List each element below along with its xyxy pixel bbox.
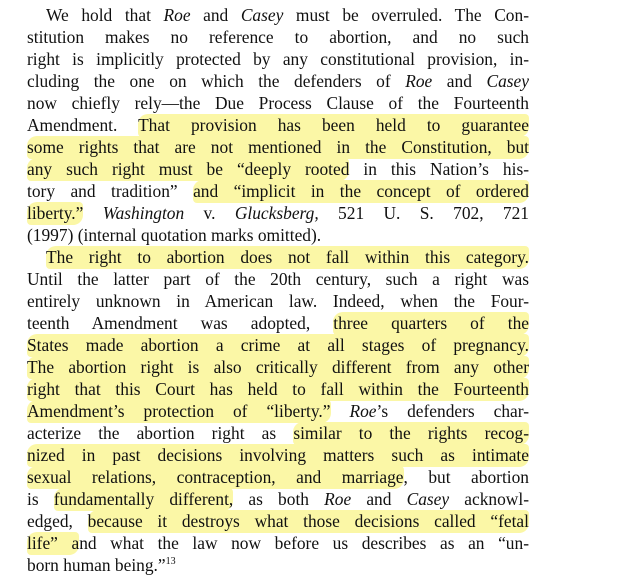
text-run: teenth Amendment was adopted, — [27, 313, 334, 333]
highlighted-text: liberty.” — [27, 203, 84, 223]
text-run: in this Nation’s his- — [349, 159, 530, 179]
text-run: entirely unknown in American law. Indeed, when the Four- — [27, 291, 529, 311]
highlighted-text: because it destroys what those decisions called “fetal — [87, 511, 529, 531]
text-run: We hold that — [46, 5, 164, 25]
text-run: v. — [184, 203, 235, 223]
text-run: must be overruled. The Con- — [283, 5, 529, 25]
text-run: (1997) (internal quotation marks omitted). — [27, 225, 322, 245]
case-name: Roe — [405, 71, 433, 91]
case-name: Casey — [406, 489, 450, 509]
text-line — [27, 356, 529, 378]
text-line — [27, 422, 529, 444]
case-name: Roe — [349, 401, 377, 421]
text-run: is — [27, 489, 54, 509]
text-run: edged, — [27, 511, 88, 531]
text-run: tory and tradition” — [27, 181, 194, 201]
case-name: Roe — [163, 5, 191, 25]
highlighted-text: That provision has been held to guarantee — [138, 115, 529, 135]
highlighted-text: Amendment’s protection of “liberty.” — [27, 401, 331, 421]
text-line — [27, 48, 529, 70]
text-line — [27, 400, 529, 422]
text-line — [27, 202, 529, 224]
text-run: acknowl- — [449, 489, 529, 509]
highlighted-text: nized in past decisions involving matters such as intimate — [27, 445, 529, 465]
text-line — [27, 466, 529, 488]
text-run: Until the latter part of the 20th century, such a right was — [27, 269, 529, 289]
text-line — [27, 26, 529, 48]
highlighted-text: and “implicit in the concept of ordered — [193, 181, 530, 201]
text-run: as both — [233, 489, 325, 509]
text-line — [27, 378, 529, 400]
text-run: acterize the abortion right as — [27, 423, 294, 443]
text-run: and — [351, 489, 407, 509]
highlighted-text: similar to the rights recog- — [293, 423, 529, 443]
case-name: Casey — [486, 71, 529, 91]
text-line — [27, 4, 529, 26]
text-run: born human being.” — [27, 555, 166, 575]
text-run: ’s defenders char- — [376, 401, 529, 421]
highlighted-text: States made abortion a crime at all stages of pregnancy. — [27, 335, 529, 355]
text-run: right is implicitly protected by any constitutional provision, in- — [27, 49, 529, 69]
highlighted-text: The right to abortion does not fall within this category. — [46, 247, 529, 267]
text-run: and — [190, 5, 241, 25]
text-run: nd what the law now before us describes as an “un- — [79, 533, 529, 553]
text-line — [27, 136, 529, 158]
text-line — [27, 70, 529, 92]
text-run: , but abortion — [403, 467, 529, 487]
text-line — [27, 334, 529, 356]
footnote-ref: 13 — [165, 556, 176, 567]
case-name: Washington — [102, 203, 185, 223]
highlighted-text: any such right must be “deeply rooted — [27, 159, 350, 179]
text-line — [27, 92, 529, 114]
highlighted-text: fundamentally different, — [53, 489, 234, 509]
text-run: stitution makes no reference to abortion, and no such — [27, 27, 529, 47]
text-run: 521 U. S. 702, 721 — [318, 203, 529, 223]
opinion-text — [27, 4, 529, 576]
text-run — [331, 401, 350, 421]
text-run: now chiefly rely—the Due Process Clause of the Fourteenth — [27, 93, 529, 113]
case-name: Roe — [324, 489, 352, 509]
text-run — [83, 203, 102, 223]
text-line — [27, 180, 529, 202]
text-line — [27, 444, 529, 466]
highlighted-text: The abortion right is also critically different from any other — [27, 357, 529, 377]
text-line — [27, 246, 529, 268]
case-name: Glucksberg, — [234, 203, 319, 223]
text-run: and — [432, 71, 487, 91]
text-line — [27, 158, 529, 180]
text-line — [27, 532, 529, 554]
text-line — [27, 224, 529, 246]
text-line — [27, 290, 529, 312]
text-line — [27, 312, 529, 334]
highlighted-text: some rights that are not mentioned in the Constitution, but — [27, 137, 529, 157]
case-name: Casey — [240, 5, 284, 25]
text-line — [27, 510, 529, 532]
text-line — [27, 268, 529, 290]
text-line — [27, 488, 529, 510]
text-line — [27, 554, 529, 576]
highlighted-text: sexual relations, contraception, and marriage — [27, 467, 404, 487]
text-run: Amendment. — [27, 115, 139, 135]
highlighted-text: life” a — [27, 533, 80, 553]
highlighted-text: right that this Court has held to fall within the Fourteenth — [27, 379, 529, 399]
highlighted-text: three quarters of the — [333, 313, 529, 333]
text-run: cluding the one on which the defenders of — [27, 71, 406, 91]
text-line — [27, 114, 529, 136]
